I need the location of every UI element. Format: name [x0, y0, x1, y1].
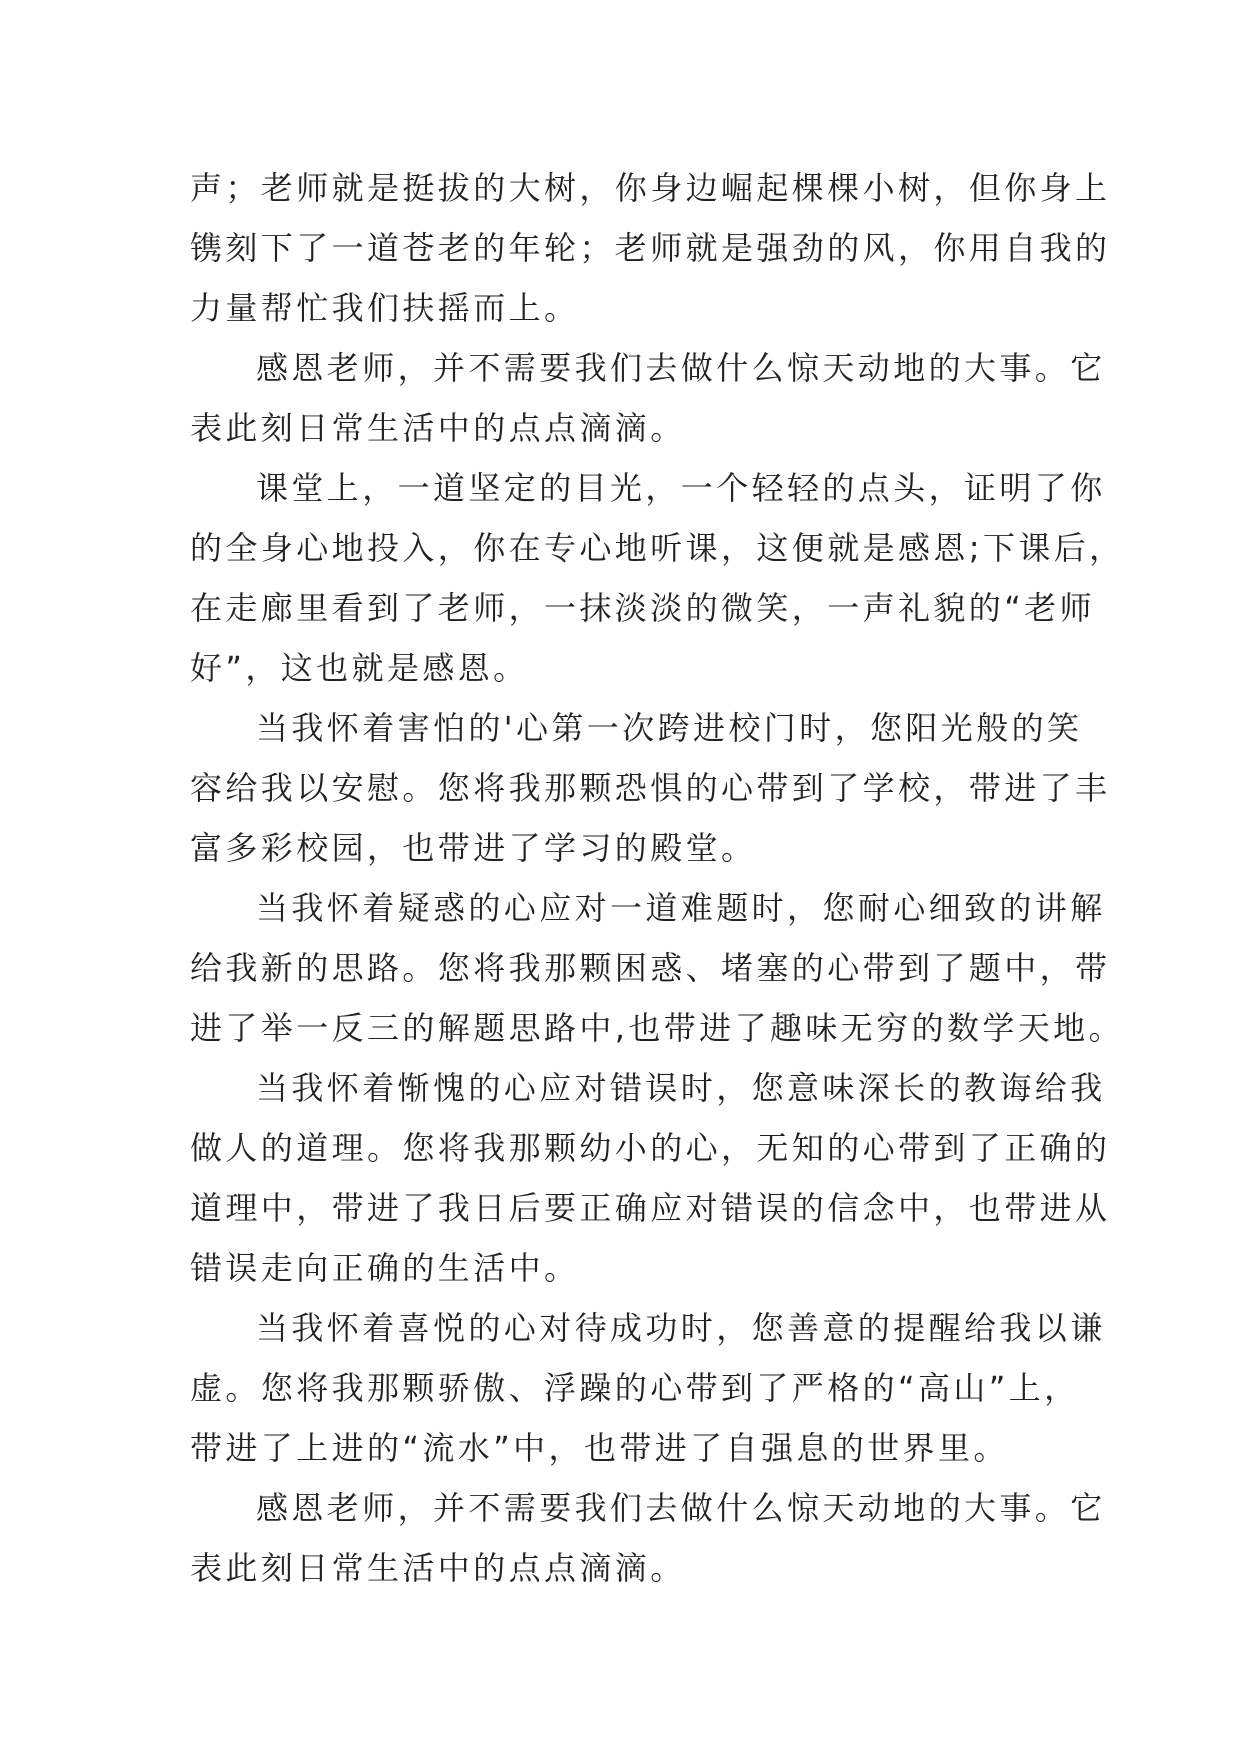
text-line: 富多彩校园，也带进了学习的殿堂。: [190, 829, 757, 867]
text-line: 感恩老师，并不需要我们去做什么惊天动地的大事。它: [256, 1489, 1106, 1527]
paragraph: [190, 458, 1125, 698]
text-line: 表此刻日常生活中的点点滴滴。: [190, 409, 686, 447]
text-line: 带进了上进的“流水”中，也带进了自强息的世界里。: [190, 1429, 1009, 1467]
paragraph: [190, 1298, 1106, 1478]
text-line: 当我怀着害怕的'心第一次跨进校门时，您阳光般的笑: [256, 709, 1083, 747]
text-line: 好”，这也就是感恩。: [190, 649, 529, 687]
text-line: 道理中，带进了我日后要正确应对错误的信念中，也带进从: [190, 1189, 1111, 1227]
paragraph: [190, 158, 1111, 338]
text-line: 给我新的思路。您将我那颗困惑、堵塞的心带到了题中，带: [190, 949, 1111, 987]
text-line: 做人的道理。您将我那颗幼小的心，无知的心带到了正确的: [190, 1129, 1111, 1167]
text-line: 在走廊里看到了老师，一抹淡淡的微笑，一声礼貌的“老师: [190, 589, 1095, 627]
text-line: 课堂上，一道坚定的目光，一个轻轻的点头，证明了你: [256, 469, 1106, 507]
text-line: 感恩老师，并不需要我们去做什么惊天动地的大事。它: [256, 349, 1106, 387]
text-line: 力量帮忙我们扶摇而上。: [190, 289, 580, 327]
text-line: 表此刻日常生活中的点点滴滴。: [190, 1549, 686, 1587]
paragraph: [190, 698, 1111, 878]
text-line: 的全身心地投入，你在专心地听课，这便就是感恩;下课后，: [190, 529, 1125, 567]
text-line: 虚。您将我那颗骄傲、浮躁的心带到了严格的“高山”上，: [190, 1369, 1080, 1407]
paragraph: [190, 1478, 1106, 1598]
paragraph: [190, 878, 1124, 1058]
text-line: 镌刻下了一道苍老的年轮；老师就是强劲的风，你用自我的: [190, 229, 1111, 267]
text-line: 当我怀着惭愧的心应对错误时，您意味深长的教诲给我: [256, 1069, 1106, 1107]
text-line: 当我怀着疑惑的心应对一道难题时，您耐心细致的讲解: [256, 889, 1106, 927]
text-line: 错误走向正确的生活中。: [190, 1249, 580, 1287]
text-line: 进了举一反三的解题思路中,也带进了趣味无穷的数学天地。: [190, 1009, 1124, 1047]
text-line: 声；老师就是挺拔的大树，你身边崛起棵棵小树，但你身上: [190, 169, 1111, 207]
document-body: [190, 158, 1125, 1598]
paragraph: [190, 1058, 1111, 1298]
text-line: 容给我以安慰。您将我那颗恐惧的心带到了学校，带进了丰: [190, 769, 1111, 807]
paragraph: [190, 338, 1106, 458]
text-line: 当我怀着喜悦的心对待成功时，您善意的提醒给我以谦: [256, 1309, 1106, 1347]
